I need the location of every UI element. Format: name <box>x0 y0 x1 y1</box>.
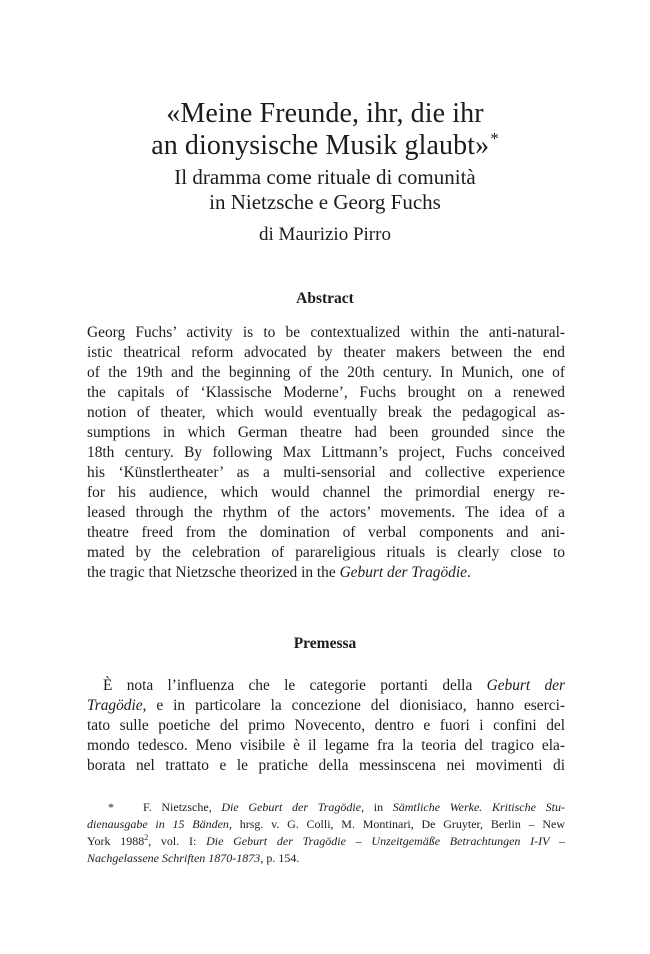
title-footnote-mark: * <box>490 128 499 148</box>
abstract-line: notion of theater, which would eventually break the pedagogical as- <box>87 404 565 421</box>
abstract-line: for his audience, which would channel the primordial energy re- <box>87 484 565 501</box>
abstract-line: Georg Fuchs’ activity is to be contextualized within the anti-natural- <box>87 324 565 341</box>
footnote-edition-title: Sämtliche Werke. Kritische Stu- <box>392 800 565 814</box>
abstract-line: of the 19th and the beginning of the 20th century. In Munich, one of <box>87 364 565 381</box>
premessa-work-title-start: Geburt der <box>486 677 565 694</box>
abstract-heading: Abstract <box>296 290 354 307</box>
abstract-line: theatre freed from the domination of verbal components and ani- <box>87 524 565 541</box>
footnote-mark: * <box>108 800 114 814</box>
premessa-line: mondo tedesco. Meno visibile è il legame fra la teoria del tragico ela- <box>87 737 565 754</box>
abstract-work-title: Geburt der Tragödie <box>339 564 467 581</box>
footnote-text: , hrsg. v. G. Colli, M. Montinari, De Gruyter, Berlin – New <box>228 817 565 831</box>
footnote-volume-title: Die Geburt der Tragödie – Unzeitgemäße Betrachtungen I-IV – <box>206 834 565 848</box>
subtitle-line-1: Il dramma come rituale di comunità <box>174 165 476 189</box>
footnote-edition-title: dienausgabe in 15 Bänden <box>87 817 229 831</box>
author-line: di Maurizio Pirro <box>259 224 391 245</box>
footnote-volume-title: Nachgelassene Schriften 1870-1873 <box>87 851 261 865</box>
premessa-line-1 <box>103 676 565 696</box>
title-line-2-text: an dionysische Musik glaubt» <box>151 130 490 161</box>
footnote-work-title: Die Geburt der Tragödie <box>221 800 362 814</box>
abstract-line: 18th century. By following Max Littmann’s project, Fuchs conceived <box>87 444 565 461</box>
abstract-last-line-end: . <box>466 564 471 581</box>
footnote-text: York 1988 <box>87 834 145 848</box>
abstract-line: his ‘Künstlertheater’ as a multi-sensorial and collective experience <box>87 464 565 481</box>
premessa-heading: Premessa <box>293 635 357 652</box>
footnote-text: F. Nietzsche, <box>143 800 222 814</box>
premessa-line-2-text: , e in particolare la concezione del dionisiaco, hanno eserci- <box>142 697 565 714</box>
footnote-line-2 <box>87 816 565 833</box>
premessa-line: tato sulle poetiche del primo Novecento, dentro e fuori i confini del <box>87 717 565 734</box>
footnote-text: , p. 154. <box>260 851 300 865</box>
premessa-work-title-end: Tragödie <box>87 697 143 714</box>
abstract-line: mated by the celebration of parareligious rituals is clearly close to <box>87 544 565 561</box>
footnote-line-1 <box>143 799 565 816</box>
abstract-last-line-text: the tragic that Nietzsche theorized in the <box>87 564 340 581</box>
footnote-text: , vol. I: <box>148 834 207 848</box>
premessa-line-1-text: È nota l’influenza che le categorie portanti della <box>103 677 487 694</box>
footnote-text: , in <box>361 800 393 814</box>
abstract-line: leased through the rhythm of the actors’ movements. The idea of a <box>87 504 565 521</box>
abstract-last-line <box>87 563 565 583</box>
premessa-line: borata nel trattato e le pratiche della messinscena nei movimenti di <box>87 757 565 774</box>
abstract-line: istic theatrical reform advocated by theater makers between the end <box>87 344 565 361</box>
footnote-line-3 <box>87 833 565 850</box>
premessa-line-2 <box>87 696 565 716</box>
abstract-line: sumptions in which German theatre had been grounded since the <box>87 424 565 441</box>
title-line-1: «Meine Freunde, ihr, die ihr <box>166 98 484 129</box>
title-line-2 <box>0 130 650 162</box>
abstract-line: the capitals of ‘Klassische Moderne’, Fuchs brought on a renewed <box>87 384 565 401</box>
footnote-line-4 <box>87 850 565 867</box>
footnote-edition-superscript: 2 <box>144 833 149 842</box>
subtitle-line-2: in Nietzsche e Georg Fuchs <box>209 190 441 214</box>
